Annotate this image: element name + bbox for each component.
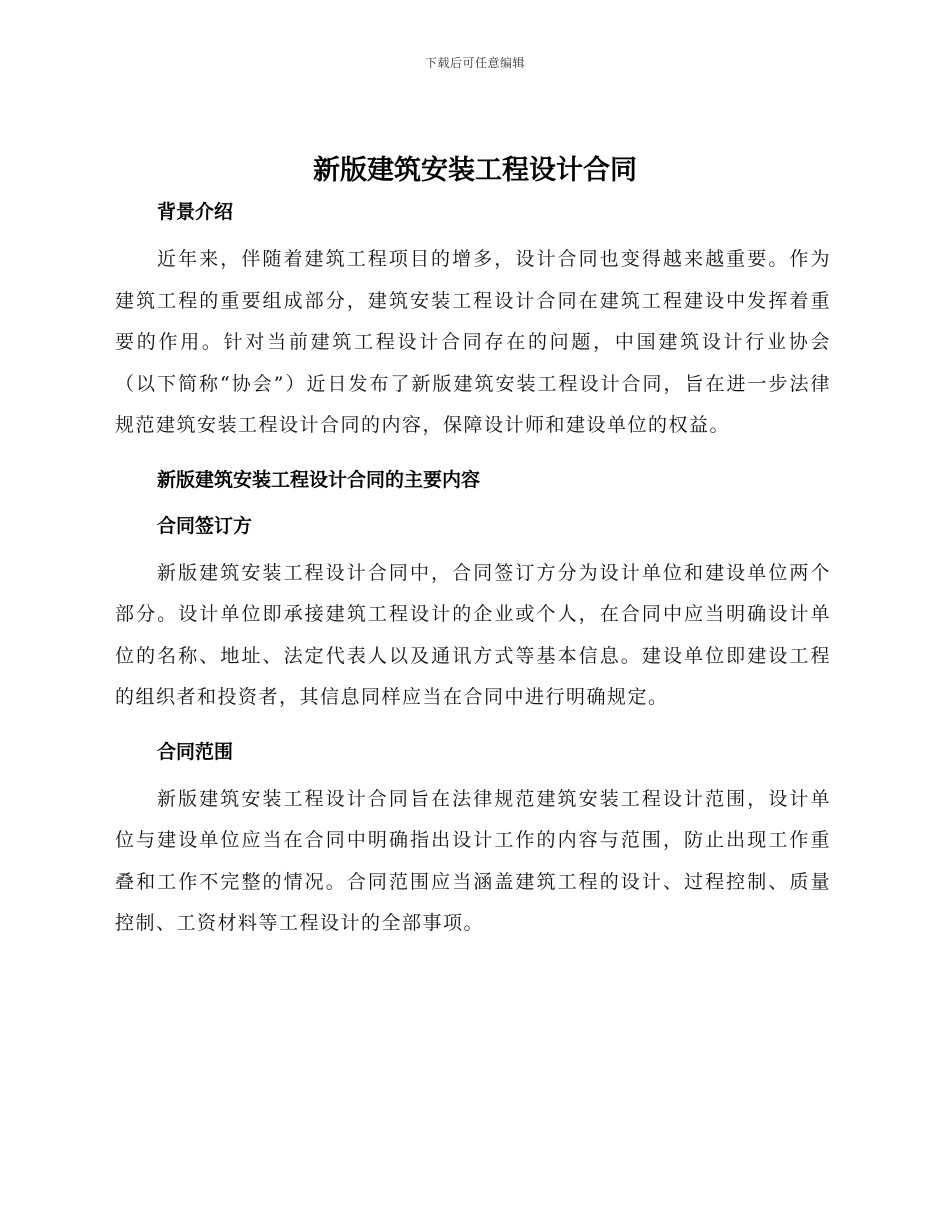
section-heading-contract-scope: 合同范围 <box>157 740 234 763</box>
section-paragraph-background: 近年来，伴随着建筑工程项目的增多，设计合同也变得越来越重要。作为建筑工程的重要组成部分，建筑安装工程设计合同在建筑工程建设中发挥着重要的作用。针对当前建筑工程设计合同存在的问题，中国建筑设计行业协会（以下简称“协会”）近日发布了新版建筑安装工程设计合同，旨在进一步法律规范建筑安装工程设计合同的内容，保障设计师和建设单位的权益。 <box>115 248 831 436</box>
page-header-note: 下载后可任意编辑 <box>424 56 525 70</box>
section-paragraph-contract-scope: 新版建筑安装工程设计合同旨在法律规范建筑安装工程设计范围，设计单位与建设单位应当在合同中明确指出设计工作的内容与范围，防止出现工作重叠和工作不完整的情况。合同范围应当涵盖建筑工程的设计、过程控制、质量控制、工资材料等工程设计的全部事项。 <box>115 787 831 934</box>
document-body <box>115 193 831 945</box>
document-title: 新版建筑安装工程设计合同 <box>313 155 637 186</box>
section-heading-main-content: 新版建筑安装工程设计合同的主要内容 <box>157 468 481 491</box>
section-paragraph-signing-parties: 新版建筑安装工程设计合同中，合同签订方分为设计单位和建设单位两个部分。设计单位即承接建筑工程设计的企业或个人，在合同中应当明确设计单位的名称、地址、法定代表人以及通讯方式等基本信息。建设单位即建设工程的组织者和投资者，其信息同样应当在合同中进行明确规定。 <box>115 561 831 708</box>
section-heading-background: 背景介绍 <box>157 201 234 223</box>
section-heading-signing-parties: 合同签订方 <box>157 514 253 537</box>
